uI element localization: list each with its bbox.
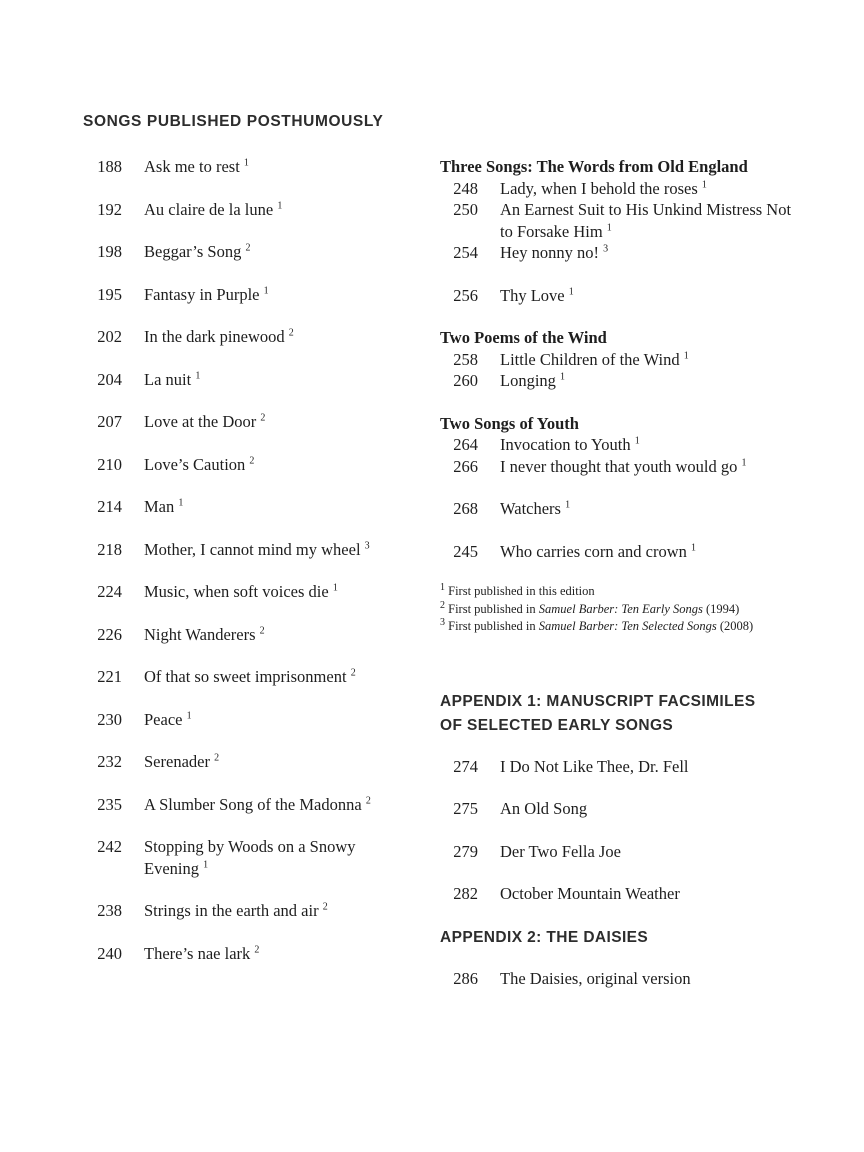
toc-page-number: 238	[97, 901, 122, 920]
group-heading: Two Songs of Youth	[440, 413, 579, 433]
toc-entry	[440, 434, 822, 456]
toc-entry-title: Invocation to Youth $^1$	[500, 435, 640, 454]
toc-entry-title: The Daisies, original version	[500, 968, 691, 988]
footnote-marker: 1	[741, 457, 747, 468]
toc-group-entries	[440, 541, 822, 563]
toc-page-number: 268	[453, 499, 478, 518]
toc-entry	[440, 349, 822, 371]
toc-entry	[440, 242, 822, 264]
toc-columns	[83, 156, 864, 1010]
footnote-text: First published in	[448, 601, 539, 616]
toc-entry	[83, 454, 440, 476]
toc-entry-title: October Mountain Weather	[500, 884, 680, 903]
footnote-marker: 2	[288, 327, 294, 339]
toc-entry-title: I Do Not Like Thee, Dr. Fell	[500, 756, 689, 776]
toc-page-number: 279	[453, 841, 478, 861]
toc-page-number: 266	[453, 456, 478, 476]
toc-entry-title: There’s nae lark $^2$	[144, 943, 260, 963]
toc-entry	[83, 581, 440, 603]
toc-entry	[83, 666, 440, 688]
toc-entry-title: Man $^1$	[144, 497, 184, 516]
footnote-text: Samuel Barber: Ten Selected Songs	[538, 619, 717, 633]
footnote-marker: 1	[203, 859, 209, 870]
toc-page-number: 218	[97, 539, 122, 559]
footnote-marker: 1	[606, 222, 612, 233]
footnote-marker: 1	[691, 542, 697, 553]
footnote-marker: 1	[683, 350, 689, 361]
footnote-marker: 2	[260, 412, 266, 424]
toc-entry-title: In the dark pinewood $^2$	[144, 327, 294, 346]
toc-page-number: 256	[453, 285, 478, 305]
toc-page-number: 230	[97, 709, 122, 729]
group-heading: Two Poems of the Wind	[440, 328, 607, 347]
toc-group	[440, 413, 822, 478]
page-title: SONGS PUBLISHED POSTHUMOUSLY	[83, 113, 384, 130]
toc-page-number: 286	[453, 968, 478, 988]
toc-right-column	[440, 156, 822, 1010]
toc-entry	[440, 178, 822, 200]
toc-entry	[440, 456, 822, 478]
toc-entry	[83, 794, 440, 816]
footnote-marker: 1	[178, 497, 184, 509]
footnote-marker: 1	[277, 200, 283, 211]
toc-entry-title: Love’s Caution $^2$	[144, 454, 255, 474]
footnote-marker: 3	[364, 540, 370, 551]
toc-entry-title: Of that so sweet imprisonment $^2$	[144, 667, 356, 686]
toc-entry-title: Mother, I cannot mind my wheel $^3$	[144, 539, 370, 559]
toc-entry-title: Stopping by Woods on a Snowy Evening $^1$	[144, 837, 356, 878]
footnote-marker: 1	[332, 582, 338, 594]
footnote-marker: 1	[243, 157, 249, 169]
toc-entry	[83, 199, 440, 221]
toc-page-number: 202	[97, 327, 122, 346]
toc-group	[440, 156, 822, 264]
toc-entry	[83, 496, 440, 518]
toc-entry	[440, 199, 822, 242]
footnote-marker: 2	[254, 944, 260, 955]
toc-entry	[83, 241, 440, 263]
toc-entry	[83, 751, 440, 773]
toc-page-number: 192	[97, 199, 122, 219]
toc-page-number: 275	[453, 799, 478, 818]
footnotes	[440, 583, 822, 636]
toc-page-number: 204	[97, 369, 122, 389]
toc-entry	[83, 624, 440, 646]
footnote-marker: 1	[634, 435, 640, 447]
toc-entry	[440, 798, 822, 820]
toc-entry-title: A Slumber Song of the Madonna $^2$	[144, 794, 371, 814]
toc-page-number: 240	[97, 943, 122, 963]
toc-entry-title: Watchers $^1$	[500, 499, 571, 518]
toc-entry-title: Der Two Fella Joe	[500, 841, 621, 861]
toc-entry-title: Lady, when I behold the roses $^1$	[500, 178, 707, 198]
toc-left-column	[83, 156, 440, 985]
toc-page-number: 235	[97, 794, 122, 814]
footnote	[440, 618, 822, 636]
footnote-marker: 3	[440, 616, 445, 628]
footnote	[440, 583, 822, 601]
group-heading: Three Songs: The Words from Old England	[440, 157, 748, 176]
footnote-text: (1994)	[702, 601, 740, 616]
footnote-marker: 1	[701, 179, 707, 190]
footnote-text: First published in this edition	[448, 584, 595, 598]
toc-entry	[440, 541, 822, 563]
toc-entry	[83, 943, 440, 965]
footnote-marker: 1	[568, 286, 574, 297]
toc-entry-title: Who carries corn and crown $^1$	[500, 541, 697, 561]
toc-page-number: 245	[453, 541, 478, 561]
footnote-text: First published in	[448, 619, 539, 633]
toc-entry	[83, 369, 440, 391]
footnote-marker: 2	[365, 795, 371, 806]
toc-group-entries	[440, 285, 822, 307]
toc-page-number: 250	[453, 200, 478, 219]
footnote-marker: 2	[350, 667, 356, 679]
toc-page-number: 264	[453, 435, 478, 454]
footnote-marker: 1	[560, 371, 566, 383]
footnote-marker: 1	[565, 499, 571, 511]
appendix-2-entries	[440, 968, 822, 990]
toc-page-number: 188	[97, 157, 122, 176]
footnote-marker: 2	[214, 752, 220, 764]
toc-group-entries	[440, 498, 822, 520]
toc-entry-title: I never thought that youth would go $^1$	[500, 456, 747, 476]
appendix-2-heading: APPENDIX 2: THE DAISIES	[440, 928, 649, 946]
toc-entry	[440, 370, 822, 392]
toc-entry-title: Ask me to rest $^1$	[144, 157, 249, 176]
toc-entry-title: Beggar’s Song $^2$	[144, 242, 251, 261]
footnote-marker: 2	[440, 599, 445, 611]
toc-entry	[440, 841, 822, 863]
appendix-1-entries	[440, 756, 822, 905]
toc-entry	[83, 900, 440, 922]
toc-entry-title: An Earnest Suit to His Unkind Mistress Not to Forsake Him $^1$	[500, 200, 792, 241]
toc-page-number: 274	[453, 756, 478, 776]
footnote-text: Samuel Barber: Ten Early Songs	[538, 601, 703, 616]
appendix-1-heading: APPENDIX 1: MANUSCRIPT FACSIMILES OF SELECTED EARLY SONGS	[440, 692, 756, 734]
toc-entry-title: Love at the Door $^2$	[144, 412, 266, 431]
toc-group	[440, 327, 822, 392]
toc-entry	[440, 285, 822, 307]
toc-entry	[83, 156, 440, 178]
toc-page-number: 254	[453, 243, 478, 262]
toc-page-number: 198	[97, 242, 122, 261]
toc-entry-title: Serenader $^2$	[144, 752, 220, 771]
footnote-marker: 2	[249, 455, 255, 466]
toc-entry	[83, 326, 440, 348]
toc-entry	[440, 883, 822, 905]
footnote-text: (2008)	[716, 619, 754, 633]
toc-entry-title: Peace $^1$	[144, 709, 192, 729]
toc-entry-title: Au claire de la lune $^1$	[144, 199, 283, 219]
toc-entry	[440, 498, 822, 520]
toc-entry	[83, 411, 440, 433]
toc-entry-title: Hey nonny no! $^3$	[500, 243, 609, 262]
toc-entry-title: La nuit $^1$	[144, 369, 201, 389]
footnote-marker: 3	[603, 243, 609, 255]
toc-entry	[83, 836, 440, 879]
toc-page-number: 221	[97, 667, 122, 686]
toc-page-number: 210	[97, 454, 122, 474]
toc-page-number: 195	[97, 284, 122, 304]
toc-page-number: 226	[97, 624, 122, 644]
toc-entry-title: Longing $^1$	[500, 371, 566, 390]
toc-page-number: 214	[97, 497, 122, 516]
footnote-marker: 1	[186, 710, 192, 721]
toc-page-number: 248	[453, 178, 478, 198]
footnote-marker: 2	[259, 625, 265, 636]
toc-entry	[440, 756, 822, 778]
footnote-marker: 2	[322, 901, 328, 913]
toc-page-number: 224	[97, 582, 122, 601]
footnote-marker: 1	[195, 370, 201, 381]
toc-page-number: 282	[453, 884, 478, 903]
toc-entry-title: Little Children of the Wind $^1$	[500, 349, 689, 369]
toc-right-groups	[440, 156, 822, 562]
toc-entry-title: Fantasy in Purple $^1$	[144, 284, 269, 304]
footnote-marker: 1	[263, 285, 269, 296]
toc-page-number: 242	[97, 837, 122, 856]
toc-entry	[440, 968, 822, 990]
toc-entry	[83, 284, 440, 306]
footnote	[440, 601, 822, 619]
toc-entry	[83, 709, 440, 731]
footnote-marker: 2	[245, 242, 251, 254]
toc-page-number: 260	[453, 371, 478, 390]
footnote-marker: 1	[440, 581, 445, 593]
toc-entry-title: Strings in the earth and air $^2$	[144, 901, 328, 920]
toc-entry-title: An Old Song	[500, 799, 588, 818]
toc-entry-title: Music, when soft voices die $^1$	[144, 582, 338, 601]
toc-entry-title: Night Wanderers $^2$	[144, 624, 265, 644]
toc-page-number: 232	[97, 752, 122, 771]
toc-entry	[83, 539, 440, 561]
toc-page-number: 258	[453, 349, 478, 369]
toc-page-number: 207	[97, 412, 122, 431]
toc-entry-title: Thy Love $^1$	[500, 285, 574, 305]
